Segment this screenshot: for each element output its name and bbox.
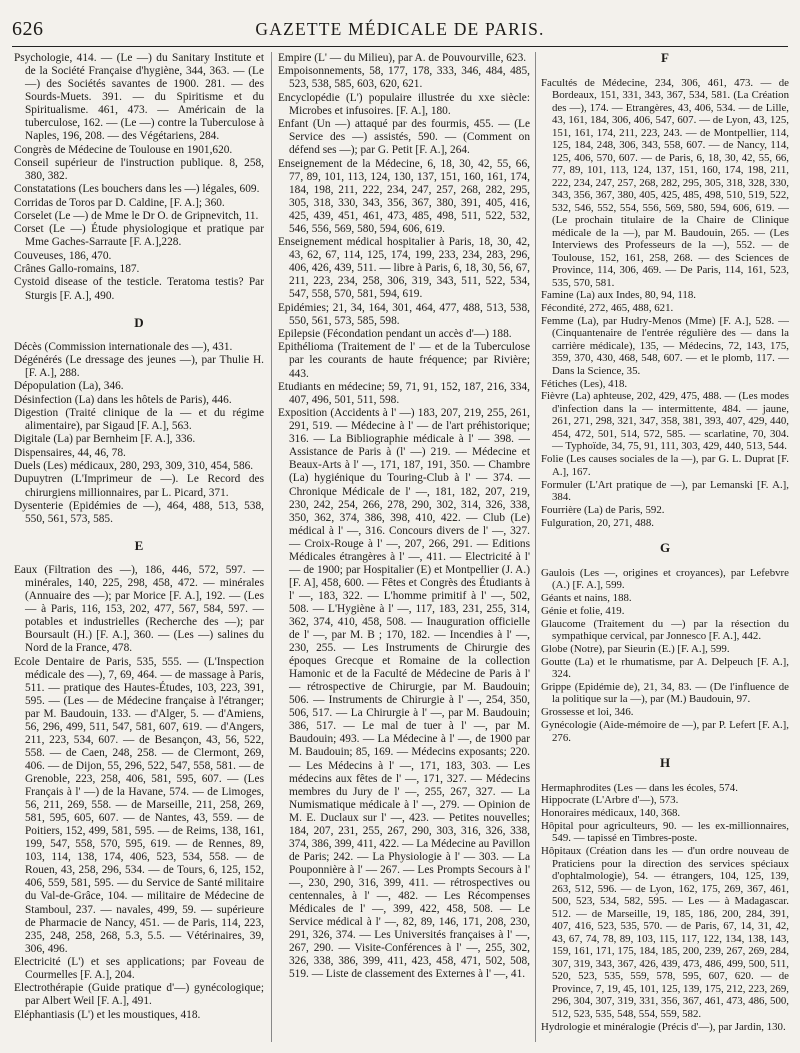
- index-entry: Famine (La) aux Indes, 80, 94, 118.: [541, 289, 696, 302]
- index-entry: Constatations (Les bouchers dans les —) légales, 609.: [14, 183, 260, 196]
- section-letter: E: [134, 537, 144, 553]
- index-entry: Congrès de Médecine de Toulouse en 1901,620.: [14, 143, 233, 156]
- index-entry: Gaulois (Les —, origines et croyances), par Lefebvre (A.) [F. A.], 599.: [541, 566, 789, 592]
- index-entry: Enseignement médical hospitalier à Paris, 18, 30, 42, 43, 62, 67, 114, 125, 174, 199, 233, 234, 283, 296, 406, 426, 439, 511. — libre à Paris, 6, 18, 30, 56, 67, 211, 223, 234, 258, 306, 319, 343, 511, 522, 534, 547, 558, 570, 581, 594, 619.: [278, 236, 530, 301]
- index-entry: Digitale (La) par Bernheim [F. A.], 336.: [14, 433, 196, 446]
- index-entry: Electrothérapie (Guide pratique d'—) gynécologique; par Albert Weil [F. A.], 491.: [14, 982, 264, 1008]
- index-entry: Génie et folie, 419.: [541, 604, 625, 617]
- index-entry: Couveuses, 186, 470.: [14, 249, 112, 262]
- index-entry: Conseil supérieur de l'instruction publique. 8, 258, 380, 382.: [14, 156, 264, 183]
- index-entry: Encyclopédie (L') populaire illustrée du xxe siècle: Microbes et infusoires. [F. A.], 180.: [278, 91, 530, 117]
- index-entry: Eaux (Filtration des —), 186, 446, 572, 597. — minérales, 140, 225, 298, 458, 472. — minérales (Annuaire des —); par Morice [F. A.], 192. — (Les — à Paris, 116, 153, 202, 477, 567, 584, 597. — potables et industrielles (Recherche des —); par Boursault (H.) [F. A.], 360. — (Les —) salines du Nord de la France, 478.: [14, 563, 264, 655]
- index-column-2: [278, 52, 530, 1046]
- index-entry: Fulguration, 20, 271, 488.: [541, 516, 654, 529]
- column-divider: [271, 52, 272, 1042]
- index-entry: Folie (Les causes sociales de la —), par G. L. Duprat [F. A.], 167.: [541, 453, 789, 478]
- index-entry: Electricité (L') et ses applications; par Foveau de Courmelles [F. A.], 204.: [14, 955, 264, 982]
- index-entry: Glaucome (Traitement du —) par la résection du sympathique cervical, par Jonnesco [F. A.], 442.: [541, 617, 789, 643]
- index-entry: Crânes Gallo-romains, 187.: [14, 263, 140, 276]
- index-entry: Duels (Les) médicaux, 280, 293, 309, 310, 454, 586.: [14, 460, 254, 473]
- index-entry: Formuler (L'Art pratique de —), par Lemanski [F. A.], 384.: [541, 478, 789, 504]
- index-entry: Fourrière (La) de Paris, 592.: [541, 503, 665, 516]
- index-entry: Fétiches (Les), 418.: [541, 377, 628, 390]
- index-entry: Globe (Notre), par Sieurin (E.) [F. A.], 599.: [541, 642, 730, 655]
- index-column-1: [14, 52, 264, 1046]
- column-divider: [535, 52, 536, 1042]
- index-entry: Dispensaires, 44, 46, 78.: [14, 446, 126, 459]
- page-number: 626: [12, 18, 44, 40]
- index-entry: Cystoid disease of the testicle. Teratoma testis? Par Sturgis [F. A.], 490.: [14, 276, 264, 302]
- index-entry: Hôpital pour agriculteurs, 90. — les ex-millionnaires, 549. — tapissé en Timbres-poste.: [541, 819, 789, 845]
- index-entry: Empire (L' — du Milieu), par A. de Pouvourville, 623.: [278, 52, 527, 64]
- index-entry: Grossesse et loi, 346.: [541, 706, 634, 719]
- index-entry: Dégénérés (Le dressage des jeunes —), par Thulie H. [F. A.], 288.: [14, 353, 264, 379]
- index-entry: Epilepsie (Fécondation pendant un accès d'—) 188.: [278, 328, 512, 341]
- index-entry: Goutte (La) et le rhumatisme, par A. Delpeuch [F. A.], 324.: [541, 655, 789, 681]
- index-entry: Désinfection (La) dans les hôtels de Paris), 446.: [14, 393, 232, 406]
- index-entry: Empoisonnements, 58, 177, 178, 333, 346, 484, 485, 523, 538, 585, 603, 620, 621.: [278, 65, 530, 91]
- page-header: [12, 18, 788, 44]
- index-entry: Hôpitaux (Création dans les — d'un ordre nouveau de Praticiens pour la direction des services spéciaux d'ophtalmologie), 54. — étrangers, 104, 125, 139, 263, 512, 596. — de Lyon, 162, 175, 269, 367, 461, 500, 523, 534, 582, 595. — Les — à Madagascar. 512. — de Marseille, 19, 185, 186, 200, 284, 391, 407, 416, 523, 535, 570. — de Paris, 67, 14, 31, 42, 43, 67, 74, 78, 89, 103, 115, 117, 122, 134, 138, 143, 159, 161, 171, 175, 184, 185, 200, 239, 267, 269, 284, 307, 319, 343, 367, 426, 439, 473, 486, 499, 500, 511, 520, 523, 535, 559, 578, 595, 607, 620. — de Province, 7, 19, 45, 101, 125, 139, 175, 212, 223, 269, 296, 304, 307, 319, 331, 356, 367, 461, 473, 486, 500, 512, 523, 535, 548, 554, 559, 582.: [541, 845, 789, 1020]
- section-letter: D: [134, 314, 144, 330]
- index-entry: Hippocrate (L'Arbre d'—), 573.: [541, 794, 679, 807]
- index-entry: Honoraires médicaux, 140, 368.: [541, 807, 681, 820]
- index-entry: Corridas de Toros par D. Caldine, [F. A.]; 360.: [14, 196, 225, 209]
- index-entry: Fièvre (La) aphteuse, 202, 429, 475, 488. — (Les modes d'infection dans la — intermittente, 484. — jaune, 261, 271, 298, 321, 347, 358, 381, 393, 407, 429, 440, 454, 472, 501, 514, 572, 585. — scarlatine, 70, 304. — Typhoïde, 34, 75, 91, 111, 303, 429, 440, 513, 544.: [541, 390, 789, 453]
- index-entry: Eléphantiasis (L') et les moustiques, 418.: [14, 1008, 201, 1021]
- section-letter: H: [659, 755, 671, 771]
- index-entry: Dépopulation (La), 346.: [14, 380, 124, 393]
- index-entry: Grippe (Epidémie de), 21, 34, 83. — (De l'influence de la politique sur la —), par (M.) Baudouin, 97.: [541, 680, 789, 706]
- index-entry: Enfant (Un —) attaqué par des fourmis, 455. — (Le Service des —) assistés, 590. — (Comment on défend ses —); par G. Petit [F. A.], 264.: [278, 118, 530, 157]
- index-entry: Psychologie, 414. — (Le —) du Sanitary Institute et de la Société Française d'hygiène, 344, 363. — (Le —) des Sociétés savantes de 1900. 281. — des Sourds-Muets. 391. — du Spiritisme et du Spiritualisme. 461, 473. — Américain de la tuberculose, 162. — (Le —) contre la Tuberculose à Naples, 196, 208. — des Végétariens, 284.: [14, 52, 264, 143]
- index-entry: Corselet (Le —) de Mme le Dr O. de Gripnevitch, 11.: [14, 210, 259, 223]
- index-entry: Hydrologie et minéralogie (Précis d'—), par Jardin, 130.: [541, 1020, 786, 1033]
- index-entry: Dysenterie (Epidémies de —), 464, 488, 513, 538, 550, 561, 573, 585.: [14, 499, 264, 525]
- index-entry: Etudiants en médecine; 59, 71, 91, 152, 187, 216, 334, 407, 496, 501, 511, 598.: [278, 380, 530, 406]
- section-letter: F: [661, 52, 669, 65]
- index-entry: Femme (La), par Hudry-Menos (Mme) [F. A.], 528. — (Cinquantenaire de l'entrée régulière des — dans la carrière médicale), 135, — Médecins, 72, 143, 175, 359, 370, 430, 468, 548, 607. — et le plomb, 117. — Dans la Science, 35.: [541, 314, 789, 377]
- section-letter: G: [659, 540, 671, 556]
- index-entry: Digestion (Traité clinique de la — et du régime alimentaire), par Sigaud [F. A.], 563.: [14, 407, 264, 433]
- index-entry: Hermaphrodites (Les — dans les écoles, 574.: [541, 781, 738, 794]
- index-entry: Epithélioma (Traitement de l' — et de la Tuberculose par les courants de haute fréquence; par Rivière; 443.: [278, 341, 530, 380]
- page-title: GAZETTE MÉDICALE DE PARIS.: [255, 19, 545, 39]
- index-entry: Ecole Dentaire de Paris, 535, 555. — (L'Inspection médicale des —), 7, 69, 464. — de massage à Paris, 511. — pratique des Hautes-Études, 103, 223, 391, 595. — (Les — de Médecine française à l'étranger; par M. Baudouin, 133. — d'Alger, 5. — d'Amiens, 56, 296, 499, 511, 547, 581, 607, 619. — d'Angers, 211, 223, 534, 607. — de Besançon, 43, 56, 522, 558. — de Caen, 248, 258. — de Clermont, 269, 406. — de Dijon, 55, 296, 522, 547, 558, 581. — de Grenoble, 223, 258, 406, 581, 595, 607. — (Les Français à l' —) de la Havane, 574. — de Limoges, 56, 211, 269, 558. — de Marseille, 211, 258, 269, 581, 595, 605, 607. — de Nantes, 43, 559. — de Poitiers, 152, 499, 581, 595. — de Reims, 138, 161, 199, 547, 558, 570, 595, 619. — de Rennes, 89, 103, 114, 138, 174, 406, 523, 534, 558. — de Rouen, 43, 258, 296, 534. — de Tours, 6, 125, 152, 406, 559, 581, 595. — du Service de Santé militaire du Val-de-Grâce, 104. — militaire de Médecine de Stamboul, 237. — navales, 499, 59. — supérieure de Pharmacie de Nancy, 451. — de Paris, 114, 223, 235, 248, 258, 268, 5.3, 5.5. — Vétérinaires, 39, 306, 496.: [14, 655, 264, 955]
- index-entry: Enseignement de la Médecine, 6, 18, 30, 42, 55, 66, 77, 89, 101, 113, 124, 130, 137, 151, 160, 161, 174, 184, 198, 211, 222, 234, 247, 257, 268, 282, 295, 305, 318, 330, 343, 356, 367, 380, 391, 405, 416, 425, 439, 451, 461, 473, 485, 498, 511, 522, 532, 546, 556, 569, 580, 594, 606, 619.: [278, 157, 530, 235]
- header-rule: [12, 46, 788, 47]
- index-entry: Gynécologie (Aide-mémoire de —), par P. Lefert [F. A.], 276.: [541, 719, 789, 744]
- index-entry: Géants et nains, 188.: [541, 591, 632, 604]
- index-entry: Corset (Le —) Étude physiologique et pratique par Mme Gaches-Sarraute [F. A.],228.: [14, 223, 264, 249]
- index-column-3: [541, 52, 789, 1046]
- index-entry: Dupuytren (L'Imprimeur de —). Le Record des chirurgiens millionnaires, par L. Picard, 371.: [14, 473, 264, 499]
- index-entry: Fécondité, 272, 465, 488, 621.: [541, 302, 674, 315]
- index-entry: Epidémies; 21, 34, 164, 301, 464, 477, 488, 513, 538, 550, 561, 573, 585, 598.: [278, 301, 530, 327]
- index-entry: Facultés de Médecine, 234, 306, 461, 473. — de Bordeaux, 151, 331, 343, 367, 534, 581. (La Création des —), 174. — Etrangères, 43, 406, 534. — de Lille, 43, 161, 184, 306, 406, 547, 607. — de Lyon, 43, 125, 151, 161, 174, 211, 223, 243. — de Montpellier, 114, 125, 184, 248, 306, 343, 558, 607. — de Nancy, 114, 125, 406, 570, 607. — de Paris, 6, 18, 30, 42, 55, 66, 77, 89, 101, 113, 124, 137, 151, 160, 174, 198, 211, 222, 234, 247, 257, 268, 282, 295, 305, 318, 328, 330, 343, 356, 367, 380, 405, 425, 485, 498, 510, 519, 522, 532, 546, 552, 554, 556, 569, 580, 594, 606, 619. — (Le prochain titulaire de la Chaire de Clinique médicale de la —), par M. Baudouin, 265. — (Les Interviews des Professeurs de la —), 552. — de Toulouse, 152, 161, 258, 268. — des Sciences de Province, 114, 306, 469. — De Paris, 114, 161, 523, 535, 570, 581.: [541, 76, 789, 289]
- index-entry: Exposition (Accidents à l' —) 183, 207, 219, 255, 261, 291, 519. — Médecine à l' — de l'art préhistorique; 316. — La Bibliographie médicale à l' — 398. — Assistance de Paris à (l' —) 219. — Médecine et Beaux-Arts à l' —, 171, 187, 191, 350. — Chambre (La) hygiénique du Touring-Club à l' — 374. — Chronique Médicale de l' —, 181, 182, 207, 219, 230, 242, 254, 266, 278, 290, 302, 314, 326, 338, 350, 362, 374, 386, 398, 410, 422. — Club (Le) médical à l' —, 316. Concours divers de l' —, 327. — Croix-Rouge à l' —, 207, 266, 291. — Editions Médicales étrangères à l' —, 411. — Electricité à l' — de 1900; par Hospitalier (E) et Montpellier (J. A.) [F. A], 458, 600. — Fêtes et Congrès des Étudiants à l' —, 183, 322. — L'homme primitif à l' —, 502, 508. — L'Hygiène à l' —, 117, 183, 231, 255, 314, 362, 374, 410, 458, 508. — Inauguration officielle de l' —, par M. B ; 170, 182. — Incendies à l' —, 230, 255. — Les Instruments de Chirurgie des époques Grecque et Romaine de la collection Hamonic et de la Faculté de Médecine de Paris à l' — rétrospective de Chirurgie, par M. Baudouin; 506. — Instruments de Chirurgie à l' —, 254, 350, 506, 517. — La Chirurgie à l' —, par M. Baudouin; 386, 517. — Le mal de tuer à l' —, par M. Baudouin; 493. — La Médecine à l' —, de 1900 par M. Baudouin; 85, 169. — Médecins exposants; 220. — Les Médecins à l' —, 171, 183, 303. — Les médecins aux fêtes de l' —, 171, 327. — Médecins membres du Jury de l' —, 255, 267, 327. — La Numismatique médicale à l' —, 279. — Opinion de M. E. Duclaux sur l' —, 423. — Petites nouvelles; 184, 207, 231, 255, 267, 290, 303, 316, 326, 338, 374, 386, 399, 411, 422. — La Médecine au Pavillon de Paris; 242. — La Physiologie à l' — 303. — La Pouponnière à l' — 267. — Les Prompts Secours à l' —, 230, 290, 316, 399, 411. — rétrospectives ou centennales, à l' —, 482. — Les Récompenses Médicales de l' —, 399, 422, 458, 508. — Le Service médical à l' —, 82, 89, 146, 171, 208, 230, 291, 326, 374. — Les Universités françaises à l' —, 267, 290. — Visite-Conférences à l' —, 255, 302, 326, 338, 386, 399, 411, 423, 458, 471, 502, 508, 519. — Liste de classement des Externes à l' —, 41.: [278, 407, 530, 981]
- index-entry: Décès (Commission internationale des —), 431.: [14, 340, 233, 353]
